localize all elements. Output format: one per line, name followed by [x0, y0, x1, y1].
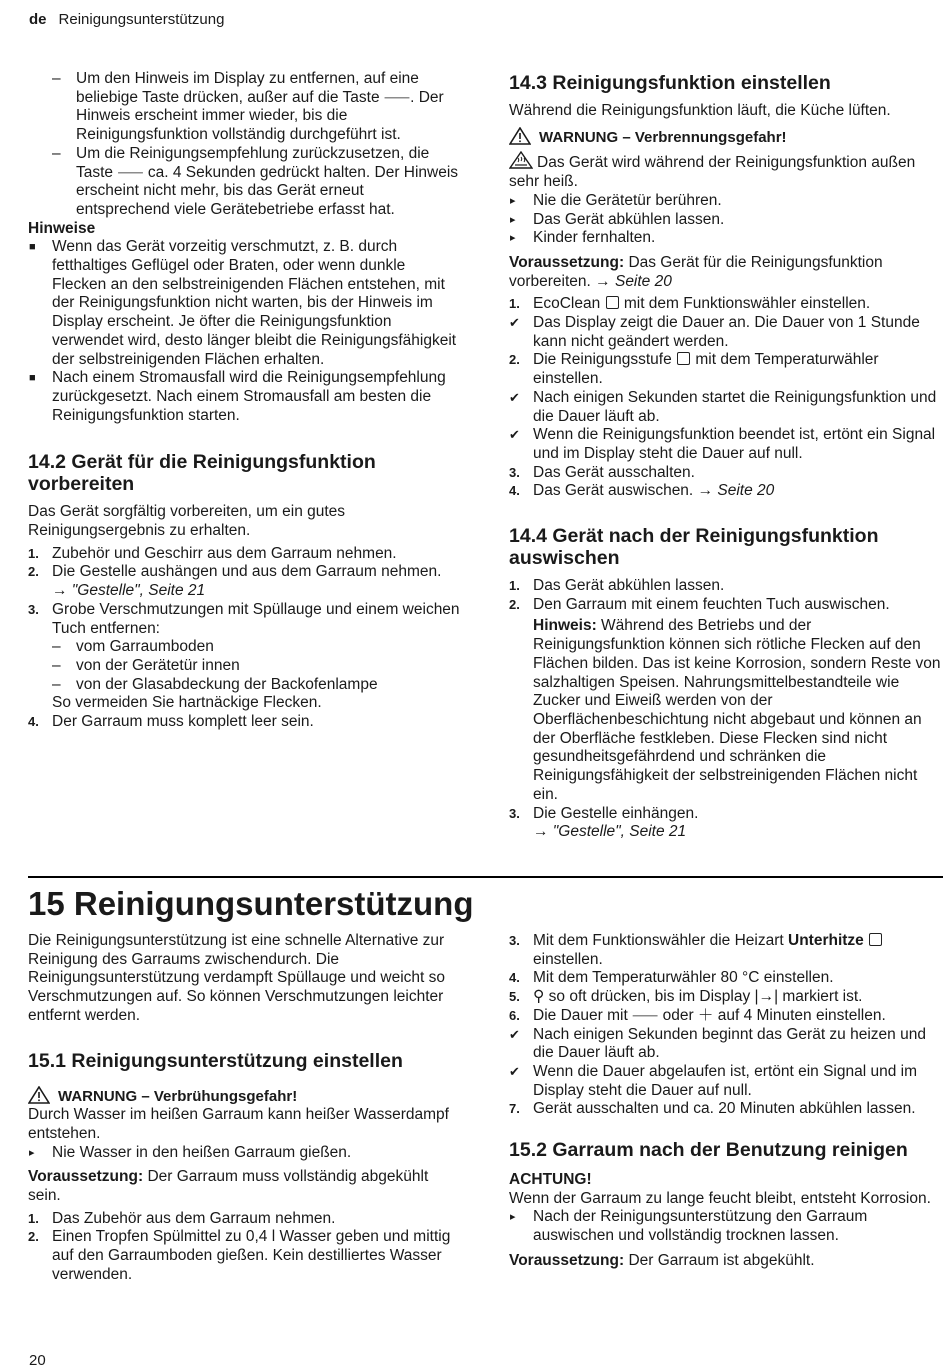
step-item: 3. Die Gestelle einhängen. → "Gestelle", Seite 21	[509, 804, 699, 841]
square-bullet-icon: ■	[29, 241, 36, 254]
caution-text: Wenn der Garraum zu lange feucht bleibt, entsteht Korrosion.	[509, 1189, 931, 1207]
check-icon: ✔	[509, 315, 520, 331]
page-reference-link[interactable]: → Seite 20	[595, 272, 672, 290]
warning-bullet: ▸ Nie die Gerätetür berühren.	[510, 191, 722, 209]
step-note: Hinweis: Während des Betriebs und der Reinigungsfunktion können sich rötliche Flecken auf den Flächen bilden. Das ist keine Korrosion, sondern Reste von salzhaltigen Speisen. Nahrungsmittelbestandteile wie Zucker und Eiweiß werden von der Oberflächenbeschichtung nicht abgebaut und können an der Oberfläche festkleben. Diese Flecken sind nicht gesundheitsgefährdend und schränken die Reinigungsfähigkeit der selbstreinigenden Flächen nicht ein.	[533, 617, 941, 803]
arrow-bullet-icon: ▸	[510, 213, 516, 226]
note-item: ■ Wenn das Gerät vorzeitig verschmutzt, z. B. durch fetthaltiges Geflügel oder Braten, oder wenn dunkle Flecken an den selbstreinigenden Flächen entstehen, mit der Reinigungsfunktion nicht warten, bis der Hinweis im Display erscheint. Je öfter die Reinigungsfunktion verwendet wird, desto länger bleibt die Reinigungsfähigkeit der selbstreinigenden Flächen erhalten.	[29, 238, 457, 368]
hot-surface-icon	[509, 151, 533, 169]
chapter-rule	[28, 876, 943, 878]
result-item: ✔ Nach einigen Sekunden beginnt das Gerät zu heizen und die Dauer läuft ab.	[509, 1025, 926, 1062]
warning-title: WARNUNG – Verbrennungsgefahr!	[509, 127, 941, 148]
step-item: 1. Das Zubehör aus dem Garraum nehmen.	[28, 1209, 336, 1227]
cleaning-level-icon	[677, 352, 690, 365]
arrow-bullet-icon: ▸	[29, 1146, 35, 1159]
warning-text: Das Gerät wird während der Reinigungsfunktion außen sehr heiß.	[509, 151, 941, 191]
prerequisite: Voraussetzung: Der Garraum ist abgekühlt.	[509, 1251, 815, 1269]
page-number: 20	[29, 1352, 46, 1369]
sub-item: – vom Garraumboden	[52, 638, 214, 656]
step-item: 4. Das Gerät auswischen. → Seite 20	[509, 482, 775, 500]
left-column-bottom	[28, 932, 460, 1285]
section-title-14-4: 14.4 Gerät nach der Reinigungsfunktion auswischen	[509, 525, 879, 570]
arrow-bullet-icon: ▸	[510, 194, 516, 207]
warning-title: WARNUNG – Verbrühungsgefahr!	[28, 1086, 460, 1107]
section-title-14-3: 14.3 Reinigungsfunktion einstellen	[509, 72, 831, 94]
notes-heading: Hinweise	[28, 219, 96, 237]
section-title-15-2: 15.2 Garraum nach der Benutzung reinigen	[509, 1139, 908, 1162]
step-item: 5. ⚲ so oft drücken, bis im Display |→| markiert ist.	[509, 988, 863, 1006]
sub-item: – von der Gerätetür innen	[52, 656, 240, 674]
warning-triangle-icon	[509, 127, 531, 145]
step-item: 7. Gerät ausschalten und ca. 20 Minuten abkühlen lassen.	[509, 1100, 916, 1118]
arrow-bullet-icon: ▸	[510, 232, 516, 245]
prerequisite: Voraussetzung: Das Gerät für die Reinigungsfunktion vorbereiten. → Seite 20	[509, 253, 883, 290]
eco-clean-icon	[606, 296, 619, 309]
check-icon: ✔	[509, 389, 520, 405]
step-note: So vermeiden Sie hartnäckige Flecken.	[52, 694, 322, 712]
note-item: ■ Nach einem Stromausfall wird die Reinigungsempfehlung zurückgesetzt. Nach einem Stromausfall am besten die Reinigungsfunktion starten.	[29, 369, 446, 424]
result-item: ✔ Das Display zeigt die Dauer an. Die Dauer von 1 Stunde kann nicht geändert werden.	[509, 314, 920, 350]
caution-bullet: ▸ Nach der Reinigungsunterstützung den Garraum auswischen und vollständig trocknen lassen.	[510, 1208, 868, 1245]
dash-item: – Um den Hinweis im Display zu entfernen, auf eine beliebige Taste drücken, außer auf die Taste ⸺. Der Hinweis erscheint immer wieder, bis die Reinigungsfunktion vollständig durchgeführt ist.	[52, 70, 444, 144]
bottom-heat-icon	[869, 933, 882, 946]
chapter-title: 15 Reinigungsunterstützung	[28, 885, 474, 922]
result-item: ✔ Wenn die Reinigungsfunktion beendet ist, ertönt ein Signal und im Display steht die Dauer auf null.	[509, 426, 936, 462]
step-item: 1. Das Gerät abkühlen lassen.	[509, 577, 725, 595]
section-intro: Während die Reinigungsfunktion läuft, die Küche lüften.	[509, 102, 891, 119]
step-item: 2. Die Gestelle aushängen und aus dem Garraum nehmen. → "Gestelle", Seite 21	[28, 563, 442, 600]
step-item: 2. Den Garraum mit einem feuchten Tuch auswischen.	[509, 595, 890, 613]
check-icon: ✔	[509, 1026, 520, 1042]
check-icon: ✔	[509, 427, 520, 443]
step-item: 1. Zubehör und Geschirr aus dem Garraum nehmen.	[28, 544, 397, 562]
sub-item: – von der Glasabdeckung der Backofenlampe	[52, 675, 378, 693]
chapter-intro: Die Reinigungsunterstützung ist eine schnelle Alternative zur Reinigung des Garraums zwischendurch. Die Reinigungsunterstützung verdampft Spüllauge und weicht so Verschmutzungen auf. So können Verschmutzungen leichter entfernt werden.	[28, 932, 446, 1024]
section-intro: Das Gerät sorgfältig vorbereiten, um ein gutes Reinigungsergebnis zu erhalten.	[28, 503, 346, 540]
warning-text: Durch Wasser im heißen Garraum kann heißer Wasserdampf entstehen.	[28, 1106, 449, 1142]
section-title-15-1: 15.1 Reinigungsunterstützung einstellen	[28, 1049, 403, 1072]
arrow-bullet-icon: ▸	[510, 1211, 516, 1224]
step-item: 1. EcoClean mit dem Funktionswähler einstellen.	[509, 295, 871, 313]
right-column-bottom	[509, 932, 941, 1271]
page-reference-link[interactable]: → "Gestelle", Seite 21	[533, 823, 687, 841]
page-header	[29, 11, 224, 30]
dash-item: – Um die Reinigungsempfehlung zurückzusetzen, die Taste ⸺ ca. 4 Sekunden gedrückt halten. Der Hinweis erscheint nicht mehr, bis das Gerät erneut entsprechend viele Gerätebetriebe erfasst hat.	[52, 144, 459, 218]
warning-bullet: ▸ Kinder fernhalten.	[510, 229, 656, 247]
caution-title: ACHTUNG!	[509, 1171, 592, 1189]
step-item: 3. Grobe Verschmutzungen mit Spüllauge und einem weichen Tuch entfernen:	[28, 600, 460, 637]
step-item: 2. Die Reinigungsstufe mit dem Temperaturwähler einstellen.	[509, 351, 879, 388]
language-tag: de	[29, 11, 47, 28]
header-title: Reinigungsunterstützung	[58, 11, 225, 28]
check-icon: ✔	[509, 1063, 520, 1079]
warning-bullet: ▸ Nie Wasser in den heißen Garraum gießen.	[29, 1143, 352, 1161]
step-item: 3. Mit dem Funktionswähler die Heizart Unterhitze einstellen.	[509, 932, 941, 969]
page-reference-link[interactable]: → "Gestelle", Seite 21	[52, 582, 206, 600]
page-reference-link[interactable]: → Seite 20	[697, 482, 775, 500]
square-bullet-icon: ■	[29, 372, 36, 385]
step-item: 4. Der Garraum muss komplett leer sein.	[28, 713, 314, 731]
step-item: 6. Die Dauer mit ⸺ oder ＋ auf 4 Minuten einstellen.	[509, 1006, 886, 1024]
step-item: 3. Das Gerät ausschalten.	[509, 463, 695, 481]
step-item: 2. Einen Tropfen Spülmittel zu 0,4 l Wasser geben und mittig auf den Garraumboden gießen. Kein destilliertes Wasser verwenden.	[28, 1228, 451, 1283]
result-item: ✔ Wenn die Dauer abgelaufen ist, ertönt ein Signal und im Display steht die Dauer auf null.	[509, 1062, 918, 1099]
prerequisite: Voraussetzung: Der Garraum muss vollständig abgekühlt sein.	[28, 1168, 429, 1205]
warning-bullet: ▸ Das Gerät abkühlen lassen.	[510, 210, 725, 228]
warning-triangle-icon	[28, 1086, 50, 1104]
result-item: ✔ Nach einigen Sekunden startet die Reinigungsfunktion und die Dauer läuft ab.	[509, 388, 937, 425]
left-column-top	[28, 70, 460, 732]
step-item: 4. Mit dem Temperaturwähler 80 °C einstellen.	[509, 969, 834, 987]
right-column-top	[509, 72, 941, 842]
section-title-14-2: 14.2 Gerät für die Reinigungsfunktion vorbereiten	[28, 451, 376, 496]
